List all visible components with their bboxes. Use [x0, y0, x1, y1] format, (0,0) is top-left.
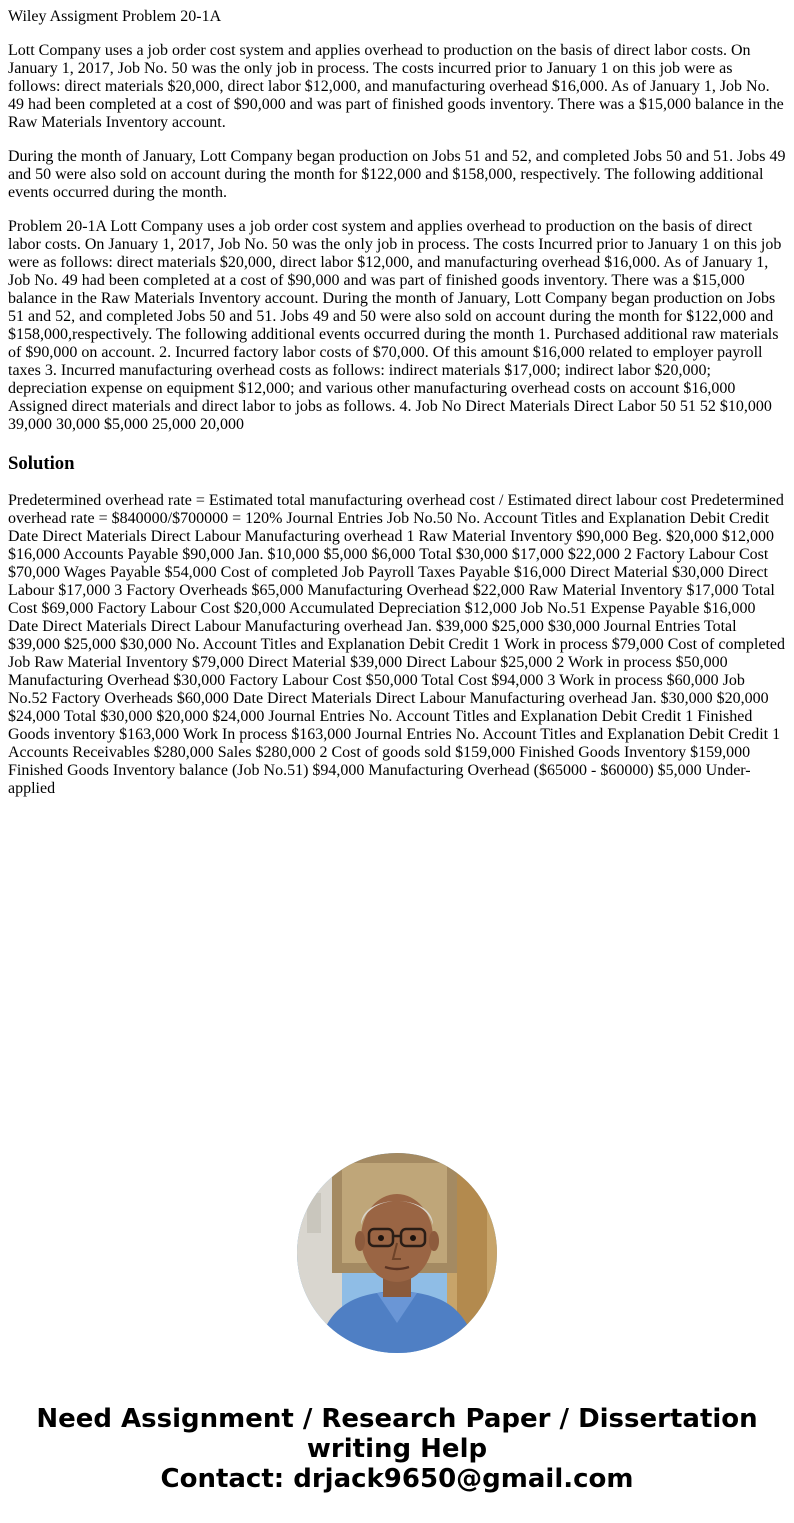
problem-paragraph-3: Problem 20-1A Lott Company uses a job order cost system and applies overhead to production on the basis of direct labor costs. On January 1, 2017, Job No. 50 was the only job in process. The costs Incurred prior to January 1 on this job were as follows: direct materials $20,000, direct labor $12,000, and manufacturing overhead $16,000. As of January 1, Job No. 49 had been completed at a cost of $90,000 and was part of finished goods inventory. There was a $15,000 balance in the Raw Materials Inventory account. During the month of January, Lott Company began production on Jobs 51 and 52, and completed Jobs 50 and 51. Jobs 49 and 50 were also sold on account during the month for $122,000 and $158,000,respectively. The following additional events occurred during the month 1. Purchased additional raw materials of $90,000 on account. 2. Incurred factory labor costs of $70,000. Of this amount $16,000 related to employer payroll taxes 3. Incurred manufacturing overhead costs as follows: indirect materials $17,000; indirect labor $20,000; depreciation expense on equipment $12,000; and various other manufacturing overhead costs on account $16,000 Assigned direct materials and direct labor to jobs as follows. 4. Job No Direct Materials Direct Labor 50 51 52 $10,000 39,000 30,000 $5,000 25,000 20,000: [8, 218, 782, 433]
document-body: [8, 8, 786, 814]
problem-paragraph-2: During the month of January, Lott Company began production on Jobs 51 and 52, and completed Jobs 50 and 51. Jobs 49 and 50 were also sold on account during the month for $122,000 and $158,000, respectively. The following additional events occurred during the month.: [8, 148, 786, 201]
author-portrait-image: [297, 1153, 497, 1353]
page-title: Wiley Assigment Problem 20-1A: [8, 8, 222, 25]
solution-heading: Solution: [8, 453, 75, 474]
promo-line-help: Need Assignment / Research Paper / Dissertation writing Help: [36, 1404, 758, 1464]
promo-line-contact: Contact: drjack9650@gmail.com: [160, 1464, 634, 1494]
solution-text: Predetermined overhead rate = Estimated total manufacturing overhead cost / Estimated direct labour cost Predetermined overhead rate = $840000/$700000 = 120% Journal Entries Job No.50 No. Account Titles and Explanation Debit Credit Date Direct Materials Direct Labour Manufacturing overhead 1 Raw Material Inventory $90,000 Beg. $20,000 $12,000 $16,000 Accounts Payable $90,000 Jan. $10,000 $5,000 $6,000 Total $30,000 $17,000 $22,000 2 Factory Labour Cost $70,000 Wages Payable $54,000 Cost of completed Job Payroll Taxes Payable $16,000 Direct Material $30,000 Direct Labour $17,000 3 Factory Overheads $65,000 Manufacturing Overhead $22,000 Raw Material Inventory $17,000 Total Cost $69,000 Factory Labour Cost $20,000 Accumulated Depreciation $12,000 Job No.51 Expense Payable $16,000 Date Direct Materials Direct Labour Manufacturing overhead Jan. $39,000 $25,000 $30,000 Journal Entries Total $39,000 $25,000 $30,000 No. Account Titles and Explanation Debit Credit 1 Work in process $79,000 Cost of completed Job Raw Material Inventory $79,000 Direct Material $39,000 Direct Labour $25,000 2 Work in process $50,000 Manufacturing Overhead $30,000 Factory Labour Cost $50,000 Total Cost $94,000 3 Work in process $60,000 Job No.52 Factory Overheads $60,000 Date Direct Materials Direct Labour Manufacturing overhead Jan. $30,000 $20,000 $24,000 Total $30,000 $20,000 $24,000 Journal Entries No. Account Titles and Explanation Debit Credit 1 Finished Goods inventory $163,000 Work In process $163,000 Journal Entries No. Account Titles and Explanation Debit Credit 1 Accounts Receivables $280,000 Sales $280,000 2 Cost of goods sold $159,000 Finished Goods Inventory $159,000 Finished Goods Inventory balance (Job No.51) $94,000 Manufacturing Overhead ($65000 - $60000) $5,000 Under-applied: [8, 492, 786, 797]
problem-paragraph-1: Lott Company uses a job order cost system and applies overhead to production on the basis of direct labor costs. On January 1, 2017, Job No. 50 was the only job in process. The costs incurred prior to January 1 on this job were as follows: direct materials $20,000, direct labor $12,000, and manufacturing overhead $16,000. As of January 1, Job No. 49 had been completed at a cost of $90,000 and was part of finished goods inventory. There was a $15,000 balance in the Raw Materials Inventory account.: [8, 42, 784, 131]
author-avatar: [297, 1153, 497, 1353]
promo-banner: [0, 1404, 794, 1494]
